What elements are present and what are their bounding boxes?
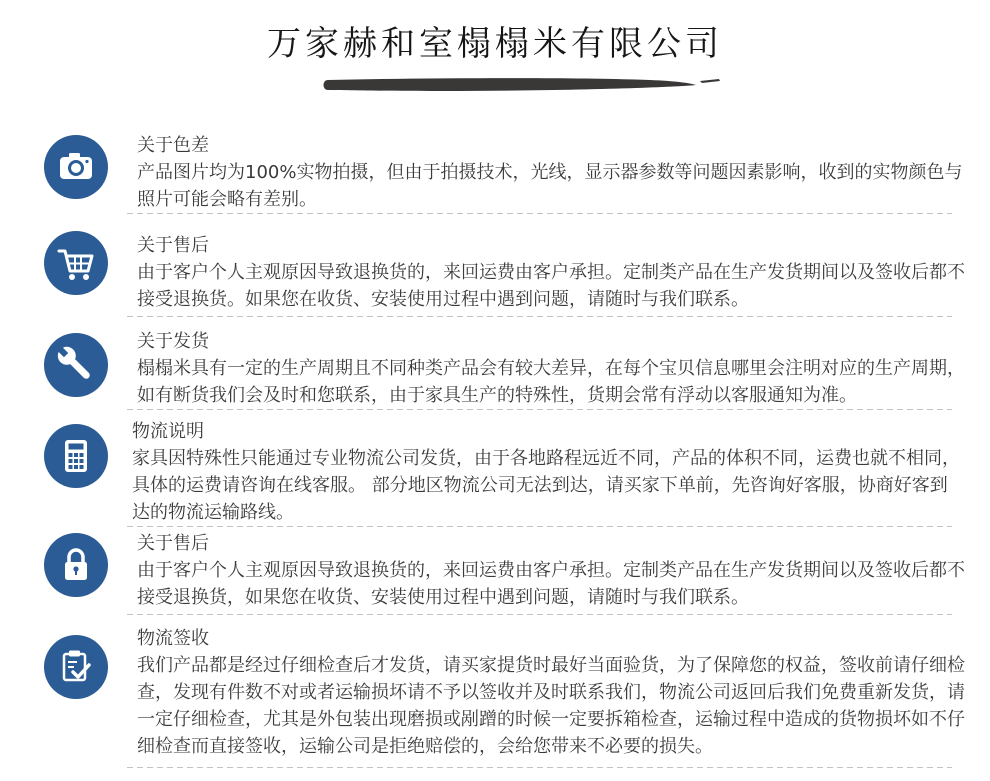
section-divider [127, 526, 952, 527]
section-after-sales [137, 232, 965, 313]
section-text-line: 接受退换货，如果您在收货、安装使用过程中遇到问题，请随时与我们联系。 [137, 587, 749, 608]
section-text-line: 产品图片均为100%实物拍摄，但由于拍摄技术，光线，显示器参数等问题因素影响，收到的实物颜色与 [137, 162, 963, 183]
section-text-line: 我们产品都是经过仔细检查后才发货，请买家提货时最好当面验货，为了保障您的权益，签收前请仔细检 [137, 655, 965, 676]
section-divider [127, 767, 952, 768]
lock-icon [44, 533, 108, 597]
section-text-line: 如有断货我们会及时和您联系，由于家具生产的特殊性，货期会常有浮动以客服通知为准。 [137, 385, 857, 406]
shopping-cart-icon [44, 231, 108, 295]
clipboard-check-icon [44, 635, 108, 699]
calculator-icon [44, 424, 108, 488]
section-after-sales-2 [137, 530, 965, 611]
section-text-line: 细检查而直接签收，运输公司是拒绝赔偿的，会给您带来不必要的损失。 [137, 736, 713, 757]
page-title: 万家赫和室榻榻米有限公司 [267, 24, 723, 64]
section-text-line: 家具因特殊性只能通过专业物流公司发货，由于各地路程远近不同，产品的体积不同，运费也就不相同， [132, 448, 960, 469]
section-text-line: 具体的运费请咨询在线客服。 部分地区物流公司无法到达，请买家下单前，先咨询好客服，协商好客到 [132, 475, 948, 496]
camera-icon [44, 135, 108, 199]
section-text-line: 一定仔细检查，尤其是外包装出现磨损或剐蹭的时候一定要拆箱检查，运输过程中造成的货物损坏如不仔 [137, 709, 965, 730]
section-text-line: 达的物流运输路线。 [132, 502, 294, 523]
section-title: 关于售后 [137, 235, 209, 256]
section-text-line: 接受退换货。如果您在收货、安装使用过程中遇到问题，请随时与我们联系。 [137, 289, 749, 310]
brush-stroke-decoration [320, 72, 725, 98]
section-text-line: 查，发现有件数不对或者运输损坏请不予以签收并及时联系我们，物流公司返回后我们免费重新发货，请 [137, 682, 965, 703]
section-divider [127, 409, 952, 410]
section-text-line: 照片可能会略有差别。 [137, 189, 317, 210]
section-shipping [137, 328, 965, 409]
section-text-line: 由于客户个人主观原因导致退换货的，来回运费由客户承担。定制类产品在生产发货期间以及签收后都不 [137, 262, 965, 283]
section-title: 关于售后 [137, 533, 209, 554]
section-title: 关于色差 [137, 135, 209, 156]
section-text-line: 由于客户个人主观原因导致退换货的，来回运费由客户承担。定制类产品在生产发货期间以及签收后都不 [137, 560, 965, 581]
section-divider [127, 316, 952, 317]
section-divider [127, 213, 952, 214]
section-title: 物流签收 [137, 628, 209, 649]
section-text-line: 榻榻米具有一定的生产周期且不同种类产品会有较大差异，在每个宝贝信息哪里会注明对应的生产周期， [137, 358, 965, 379]
section-divider [127, 614, 952, 615]
section-color-difference [137, 132, 962, 213]
section-title: 物流说明 [132, 421, 204, 442]
section-logistics-info [132, 418, 960, 526]
section-title: 关于发货 [137, 331, 209, 352]
wrench-icon [44, 333, 108, 397]
section-delivery-signoff [137, 625, 965, 760]
